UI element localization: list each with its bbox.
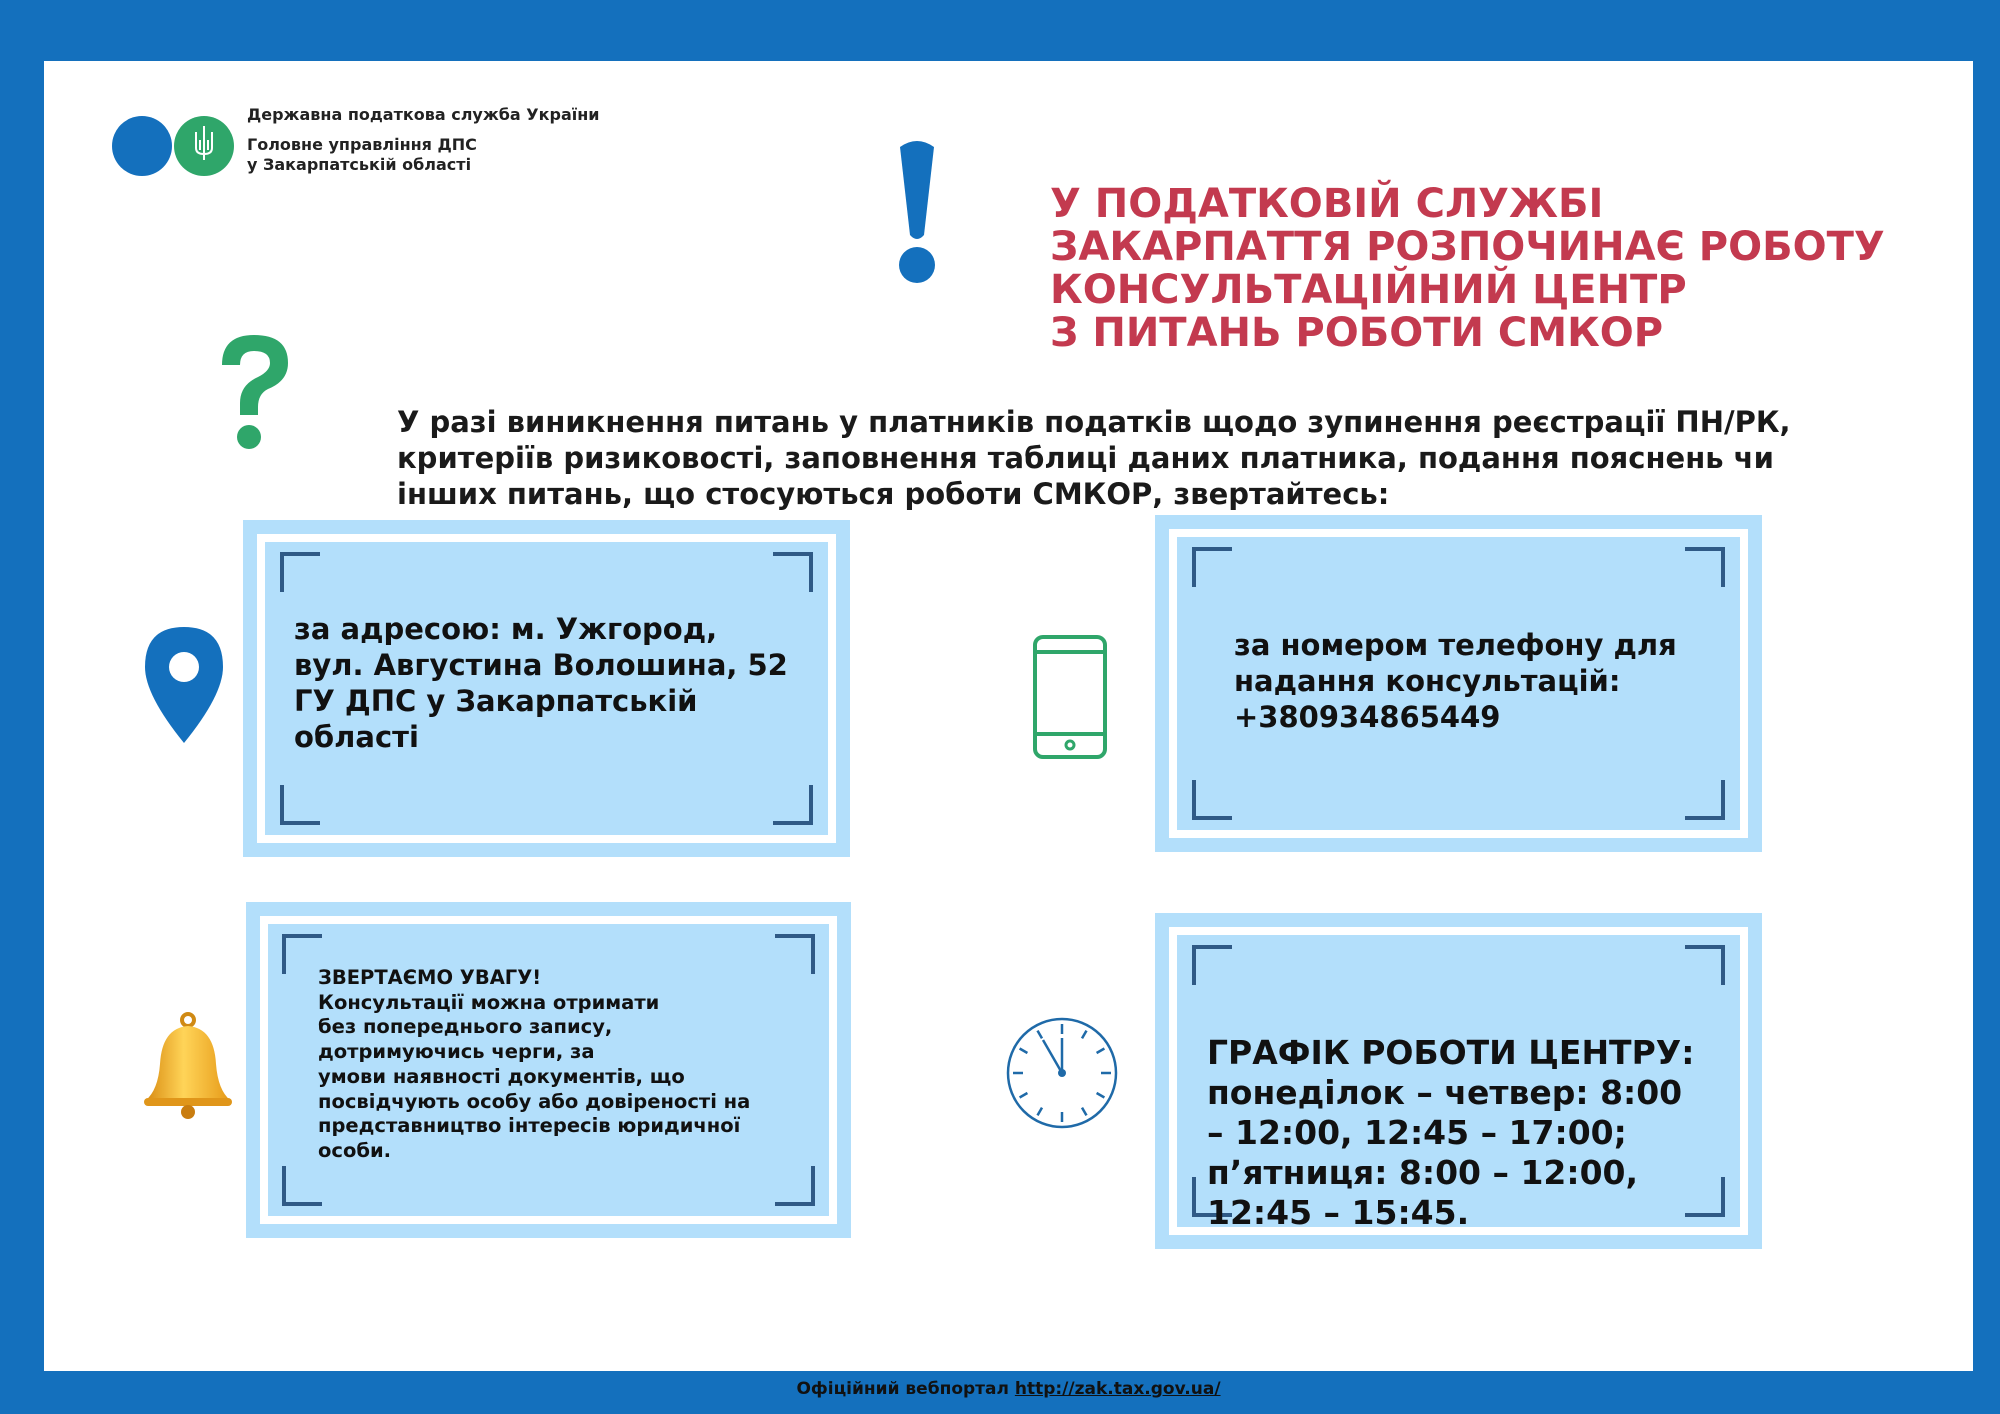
schedule-text: ГРАФІК РОБОТИ ЦЕНТРУ: понеділок – четвер: 8:00 – 12:00, 12:45 – 17:00; п’ятниця: 8:00 – 12:00, 12:45 – 15:45.: [1207, 1033, 1695, 1232]
footer-link[interactable]: http://zak.tax.gov.ua/: [1014, 1379, 1221, 1399]
phone-icon: [1032, 634, 1108, 760]
footer-label: Офіційний вебпортал: [796, 1379, 1009, 1399]
frame-corner: [775, 1166, 815, 1206]
bell-icon: [140, 1012, 236, 1122]
intro-text: У разі виникнення питань у платників податків щодо зупинення реєстрації ПН/РК, критеріїв ризиковості, заповнення таблиці даних платника, подання пояснень чи інших питань, що стосуються роботи СМКОР, звертайтесь:: [397, 405, 1791, 511]
trident-icon: [192, 124, 216, 162]
headline-line-2: ЗАКАРПАТТЯ РОЗПОЧИНАЄ РОБОТУ: [1050, 224, 1885, 270]
exclamation-icon: [892, 135, 942, 285]
frame-corner: [1192, 547, 1232, 587]
location-pin-icon: [141, 625, 227, 745]
frame-corner: [280, 785, 320, 825]
frame-corner: [282, 934, 322, 974]
phone-text: за номером телефону для надання консультацій: +380934865449: [1234, 628, 1677, 734]
question-icon: [214, 331, 294, 451]
headline-line-3: КОНСУЛЬТАЦІЙНИЙ ЦЕНТР: [1050, 267, 1687, 313]
frame-corner: [1685, 547, 1725, 587]
clock-icon: [1005, 1016, 1119, 1130]
frame-corner: [773, 785, 813, 825]
notice-text: ЗВЕРТАЄМО УВАГУ! Консультації можна отримати без попереднього запису, дотримуючись черги, за умови наявності документів, що посвідчують особу або довіреності на представництво інтересів юридичної особи.: [318, 966, 751, 1162]
frame-corner: [1192, 945, 1232, 985]
frame-corner: [282, 1166, 322, 1206]
phone-card: [1155, 515, 1762, 852]
org-region: у Закарпатській області: [247, 155, 472, 174]
org-unit: Головне управління ДПС: [247, 135, 477, 154]
frame-corner: [1685, 780, 1725, 820]
frame-corner: [280, 552, 320, 592]
address-card: [243, 520, 850, 857]
headline-line-4: З ПИТАНЬ РОБОТИ СМКОР: [1050, 310, 1664, 356]
notice-card: [246, 902, 851, 1238]
address-text: за адресою: м. Ужгород, вул. Августина Волошина, 52 ГУ ДПС у Закарпатській області: [294, 612, 788, 754]
schedule-card: [1155, 913, 1762, 1249]
frame-corner: [1685, 945, 1725, 985]
poster: [44, 61, 1973, 1399]
frame-corner: [1192, 780, 1232, 820]
frame-corner: [773, 552, 813, 592]
org-name: Державна податкова служба України: [247, 105, 600, 124]
footer: [44, 1379, 1973, 1399]
headline: [1050, 183, 1910, 355]
headline-line-1: У ПОДАТКОВІЙ СЛУЖБІ: [1050, 181, 1604, 227]
